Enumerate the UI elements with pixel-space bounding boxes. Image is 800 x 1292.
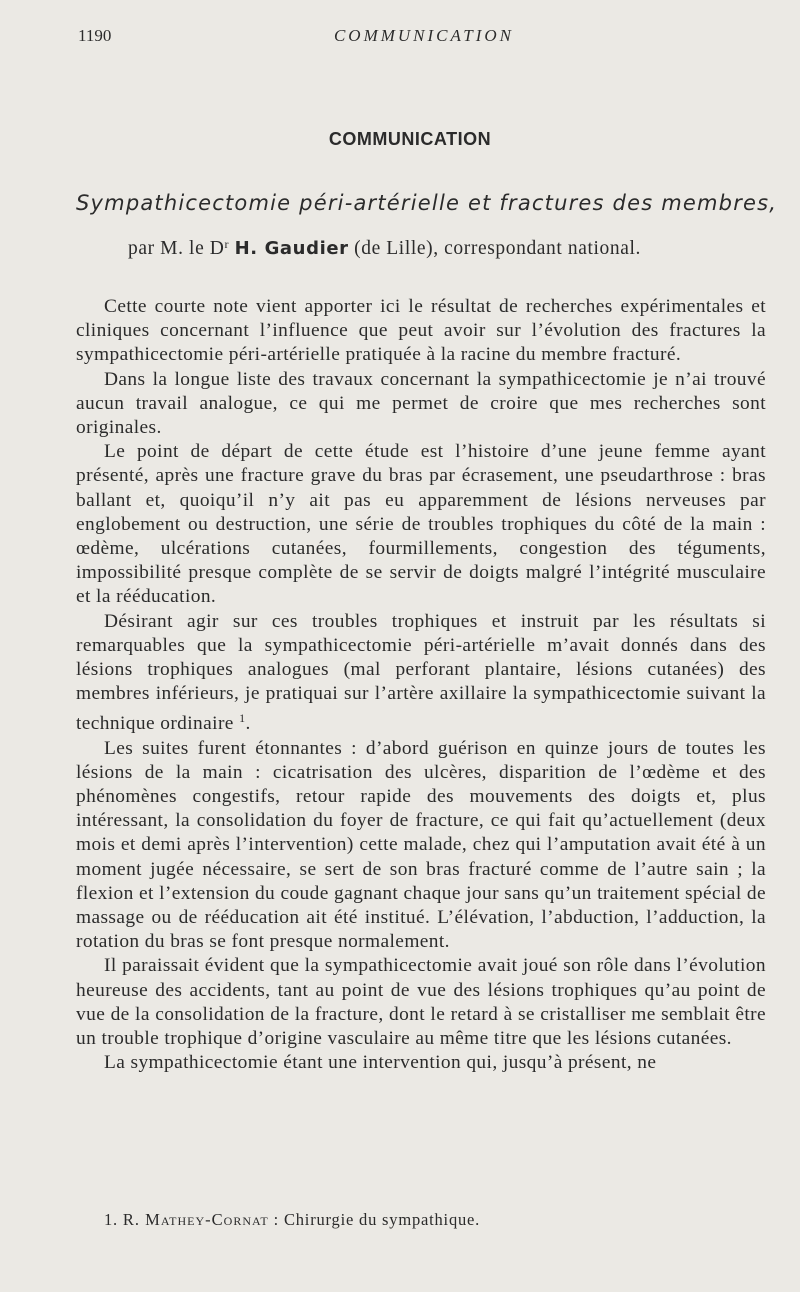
paragraph: Dans la longue liste des travaux concernant la sympathicectomie je n’ai trouvé aucun travail analogue, ce qui me permet de croire que mes recherches sont originales. (76, 368, 766, 439)
paragraph: La sympathicectomie étant une intervention qui, jusqu’à présent, ne (104, 1052, 657, 1074)
paragraph: Les suites furent étonnantes : d’abord guérison en quinze jours de toutes les lésions de la main : cicatrisation des ulcères, disparition de l’œdème et des phénomènes congestifs, retour rapide des mouvements des doigts et, plus intéressant, la consolidation du foyer de fracture, ce qui fait qu’actuellement (deux mois et demi après l’intervention) cette malade, chez qui l’amputation avait été à un moment jugée nécessaire, se sert de son bras fracturé comme de l’autre sain ; la flexion et l’extension du coude gagnant chaque jour sans qu’un traitement spécial de massage ou de rééducation ait été institué. L’élévation, l’abduction, l’adduction, la rotation du bras se font presque normalement. (76, 737, 766, 953)
footnote-reference[interactable]: 1 (239, 711, 246, 726)
byline-prefix: par M. le D (128, 238, 225, 259)
article-body (76, 295, 766, 1076)
paragraph: Cette courte note vient apporter ici le résultat de recherches expérimentales et cliniques concernant l’influence que peut avoir sur l’évolution des fractures la sympathicectomie péri-artérielle pratiquée à la racine du membre fracturé. (76, 296, 766, 366)
byline (128, 237, 768, 260)
running-head (78, 26, 770, 50)
footnote-number: 1. (104, 1210, 118, 1229)
footnote (104, 1210, 764, 1230)
running-head-title: COMMUNICATION (333, 26, 515, 45)
paragraph: Le point de départ de cette étude est l’histoire d’une jeune femme ayant présenté, après une fracture grave du bras par écrasement, une pseudarthrose : bras ballant et, quoiqu’il n’y ait pas eu apparemment de lésions nerveuses par englobement ou destruction, une série de troubles trophiques du côté de la main : œdème, ulcérations cutanées, fourmillements, congestion des téguments, impossibilité presque complète de se servir de doigts malgré l’intégrité musculaire et la rééducation. (76, 441, 766, 608)
paragraph: Il paraissait évident que la sympathicectomie avait joué son rôle dans l’évolution heureuse des accidents, tant au point de vue des lésions trophiques qu’au point de vue de la consolidation de la fracture, dont le retard à se cristalliser me semblait être un trouble trophique d’origine vasculaire au même titre que les lésions cutanées. (76, 955, 766, 1050)
footnote-separator: : (273, 1210, 280, 1229)
author-name: H. Gaudier (234, 238, 349, 259)
footnote-title: Chirurgie du sympathique. (283, 1210, 481, 1229)
paragraph: Désirant agir sur ces troubles trophiques et instruit par les résultats si remarquables que la sympathicectomie péri-artérielle m’avait donnés dans des lésions trophiques analogues (mal perforant plantaire, lésions cutanées) des membres inférieurs, je pratiquai sur l’artère axillaire la sympathicectomie suivant la technique ordinaire $^1$. (76, 610, 766, 735)
section-title: COMMUNICATION (328, 129, 492, 149)
footnote-author: R. Mathey-Cornat (122, 1210, 269, 1229)
byline-suffix: (de Lille), correspondant national. (354, 238, 641, 259)
article-title: Sympathicectomie péri-artérielle et fractures des membres, (76, 191, 778, 215)
page-number: 1190 (78, 26, 112, 45)
byline-sup: r (224, 237, 230, 251)
